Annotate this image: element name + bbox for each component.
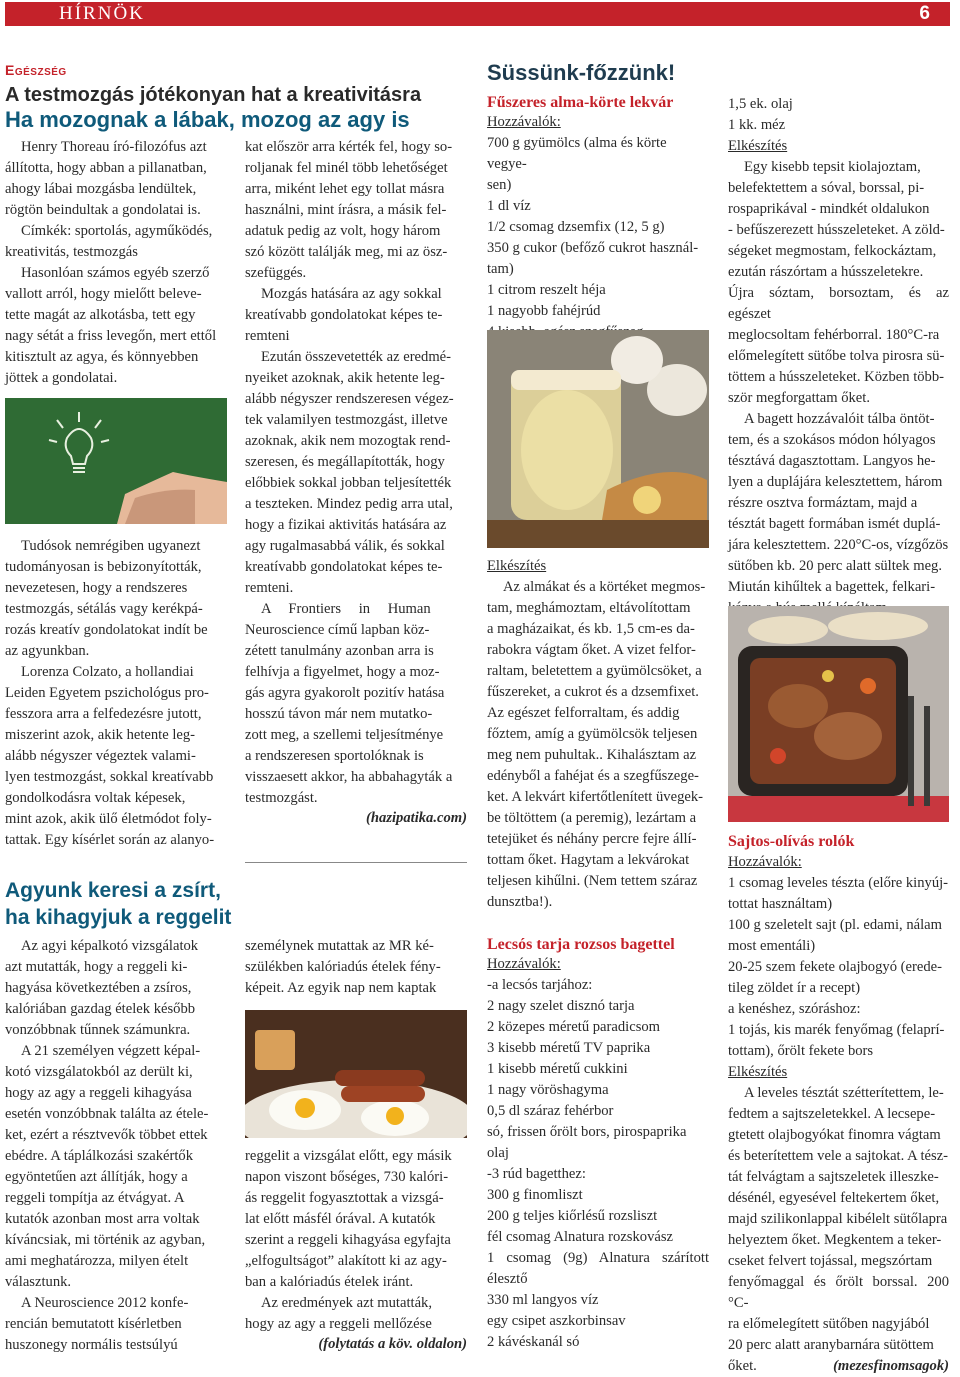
olive-recipe-title: Sajtos-olívás rolók [728, 833, 855, 850]
lecso-recipe: Lecsós tarja rozsos bagettel Hozzávalók: -a lecsós tarjához: 2 nagy szelet disznó tarja 2 közepes méretű paradicsom 3 kisebb méretű TV paprika 1 kisebb méretű cukkini 1 nagy vöröshagyma 0,5 dl száraz fehérbor só, frissen őrölt bors, pirospaprika olaj -3 rúd bagetthez: 300 g finomliszt 200 g teljes kiőrlésű rozsliszt fél csomag Alnatura rozskovász 1 csomag (9g) Alnatura szárított élesztő 330 ml langyos víz egy csipet aszkorbinsav 2 kávéskanál só [487, 936, 709, 1350]
section-label: Egészség [5, 62, 67, 78]
jam-method-label: Elkészítés [487, 558, 547, 574]
article1-col1-top: Henry Thoreau író-filozófus azt állította, hogy abban a pillanatban, ahogy lábai mozgásba lendültek, rögtön beindultak a gondolatai is. Címkék: sportolás, agyműködés, kreativitás, testmozgás Hasonlóan számos egyéb szerző vallott arról, hogy mielőtt beleve- tette magát az alkotásba, tett egy nagy sétát a friss levegőn, mert ettől kitisztult az agya, és könnyebben jöttek a gondolatai. [5, 139, 217, 386]
olive-method-label: Elkészítés [728, 1064, 788, 1080]
article1-col2: kat először arra kérték fel, hogy so- roljanak fel minél több lehetőséget arra, miként lehet egy tollat másra használni, mint írásra, a másik fel- adatuk pedig az volt, hogy három szó között találják meg, mi az ösz- szefüggés. Mozgás hatására az agy sokkal kreatívabb gondolatokat képes te- remteni Ezután összevetették az eredmé- nyeiket azoknak, akik hetente leg- alább négyszer rendszeresen végez- tek valamilyen testmozgást, illetve azoknak, akik nem mozogtak rend- szeresen, és megállapították, hogy előbbiek sokkal jobban teljesítették a teszteken. Mindez pedig arra utal, hogy a fizikai aktivitás hatására az agy rugalmasabbá válik, és sokkal kreatívabb gondolatokat képes te- remteni. A Frontiers in Human Neuroscience című lapban köz- zétett tanulmány azonban arra is felhívja a figyelmet, hogy a moz- gás agyra gyakorolt pozitív hatása hosszú távon már nem mutatko- zott meg, a szellemi teljesítménye a rendszeresen sportolóknak is visszaesett akkor, ha abbahagyták a testmozgást. [245, 139, 454, 806]
olive-ingredients-label: Hozzávalók: [728, 854, 802, 870]
article2-headline-line1: Agyunk keresi a zsírt, [5, 879, 221, 902]
recipes-section-title: Süssünk-főzzünk! [487, 60, 676, 85]
article2-continued: (folytatás a köv. oldalon) [318, 1336, 467, 1352]
baked-pork-dish-image [728, 606, 949, 822]
lecso-recipe-title: Lecsós tarja rozsos bagettel [487, 936, 675, 953]
article2-col2-top: személynek mutattak az MR ké- szülékben kalóriadús ételek fény- képeit. Az egyik nap nem kaptak [245, 938, 441, 996]
lecso-ingredients-label: Hozzávalók: [487, 956, 561, 972]
article-subheadline: Ha mozognak a lábak, mozog az agy is [5, 107, 410, 132]
page-number: 6 [919, 3, 930, 24]
lecso-method-label: Elkészítés [728, 138, 788, 154]
olive-recipe: Sajtos-olívás rolók Hozzávalók: 1 csomag leveles tészta (előre kinyúj- tottat használtam) 100 g szeletelt sajt (pl. edami, nálam most ementáli) 20-25 szem fekete olajbogyó (erede- tileg zöldet ír a recept) a kenéshez, szóráshoz: 1 tojás, kis marék fenyőmag (felaprí- tottam), őrölt fekete bors Elkészítés A leveles tésztát szétterítettem, le- fedtem a sajtszeletekkel. A lecsepe- gtetett olajbogyókat finomra vágtam és beterítettem vele a sajtokat. A tész- tát felvágtam a sajtszeletek illeszke- désénél, egyesével feltekertem őket, majd szilikonlappal kibélelt sütőlapra helyeztem őket. Megkentem a teker- cseket felvert tojással, megszórtam fenyőmaggal és őrölt borssal. 200 °C- ra előmelegített sütőben nagyjából 20 perc alatt aranybarnára sütöttem őket. (mezesfinomsagok) [728, 831, 949, 1377]
chalkboard-lightbulb-image [5, 398, 227, 524]
article1-col1-bottom: Tudósok nemrégiben ugyanezt tudományosan is bebizonyították, nevezetesen, hogy a rendszeres testmozgás, sétálás vagy kerékpá- rozás kreatív gondolatokat indít be az agyunkban. Lorenza Colzato, a hollandiai Leiden Egyetem pszichológus pro- fesszora arra a felfedezésre jutott, miszerint azok, akik hetente leg- alább négyszer végeztek valami- lyen testmozgást, sokkal kreatívabb gondolkodásra voltak képesek, mint azok, akik ülő életmódot foly- tattak. Egy kísérlet során az alanyo- [5, 538, 215, 848]
article-headline: A testmozgás jótékonyan hat a kreativitásra [5, 84, 422, 106]
breakfast-image [245, 1010, 467, 1138]
jam-jar-image [487, 330, 709, 548]
article2-headline-line2: ha kihagyjuk a reggelit [5, 906, 232, 929]
jam-recipe-title: Fűszeres alma-körte lekvár [487, 94, 674, 111]
jam-ingredients-label: Hozzávalók: [487, 114, 561, 130]
article2-col2-bottom: reggelit a vizsgálat előtt, egy másik napon viszont bőséges, 730 kalóri- ás reggelit fogyasztottak a vizsgá- lat előtt másfél órával. A kutatók szerint a reggeli kihagyása egyfajta „elfogultságot” alakított ki az agy- ban a kalóriadús ételek iránt. Az eredmények azt mutatták, hogy az agy a reggeli mellőzése [245, 1148, 452, 1332]
newspaper-title: HÍRNÖK [59, 3, 145, 24]
lecso-recipe-continued: 1,5 ek. olaj 1 kk. méz Elkészítés Egy kisebb tepsit kiolajoztam, belefektettem a sóval, borssal, pi- rospaprikával - mindkét oldalukon - befűszerezett hússzeleteket. A zöld- ségeket megmostam, felkockáztam, ezután rászórtam a hússzeletekre. Újra sóztam, borsoztam, és az egészet meglocsoltam fehérborral. 180°C-ra előmelegített sütőbe tolva pirosra sü- töttem a hússzeleteket. Közben több- ször megforgattam őket. A bagett hozzávalóit tálba öntöt- tem, és a szokásos módon hólyagos tésztává dagasztottam. Langyos he- lyen a duplájára kelesztettem, három részre osztva formáztam, majd a tésztát bagett formában ismét duplá- jára kelesztettem. 220°C-os, vízgőzös sütőben kb. 20 perc alatt sültek meg. Miután kihűltek a bagettek, felkari- [728, 96, 949, 595]
jam-recipe: Fűszeres alma-körte lekvár Hozzávalók: 700 g gyümölcs (alma és körte vegye- sen) 1 dl víz 1/2 csomag dzsemfix (12, 5 g) 350 g cukor (befőző cukrot használ- tam) 1 citrom reszelt héja 1 nagyobb fahéjrúd [487, 94, 709, 343]
article-divider [245, 862, 467, 863]
page-header [5, 2, 950, 26]
jam-method: Elkészítés Az almákat és a körtéket megmos- tam, meghámoztam, eltávolítottam a magházaikat, és kb. 1,5 cm-es da- rabokra vágtam őket. A vizet felfor- raltam, beletettem a gyümölcsöket, a fűszereket, a cukrot és a dzsemfixet. Az egészet felforraltam, és addig főztem, amíg a gyümölcsök teljesen meg nem puhultak.. Kihalásztam az edényből a fahéjat és a szegfűszege- ket. A lekvárt kifertőtlenített üvegek- be töltöttem (a peremig), lezártam a tetejüket és néhány percre fejre állí- tottam őket. Hagytam a lekvárokat teljesen kihűlni. (Nem tettem száraz dunsztba!). [487, 556, 709, 913]
olive-recipe-source: (mezesfinomsagok) [833, 1358, 949, 1374]
article2-col1: Az agyi képalkotó vizsgálatok azt mutatták, hogy a reggeli ki- hagyása következtében a zsíros, kalóriában gazdag ételek később vonzóbbnak tűnnek számunkra. A 21 személyen végzett képal- kotó vizsgálatokból az derült ki, hogy az agy a reggeli kihagyása esetén vonzóbbnak találta az étele- ket, ezért a résztvevők többet ettek ebédre. A táplálkozási szakértők egyöntetűen azt állítják, hogy a reggeli tompítja az étvágyat. A kutatók azonban most arra voltak kíváncsiak, mi történik az agyban, ami meghatározza, milyen ételt választunk. A Neuroscience 2012 konfe- rencián bemutatott kísérletben huszonegy normális testsúlyú [5, 938, 209, 1353]
article1-source: (hazipatika.com) [366, 810, 467, 826]
